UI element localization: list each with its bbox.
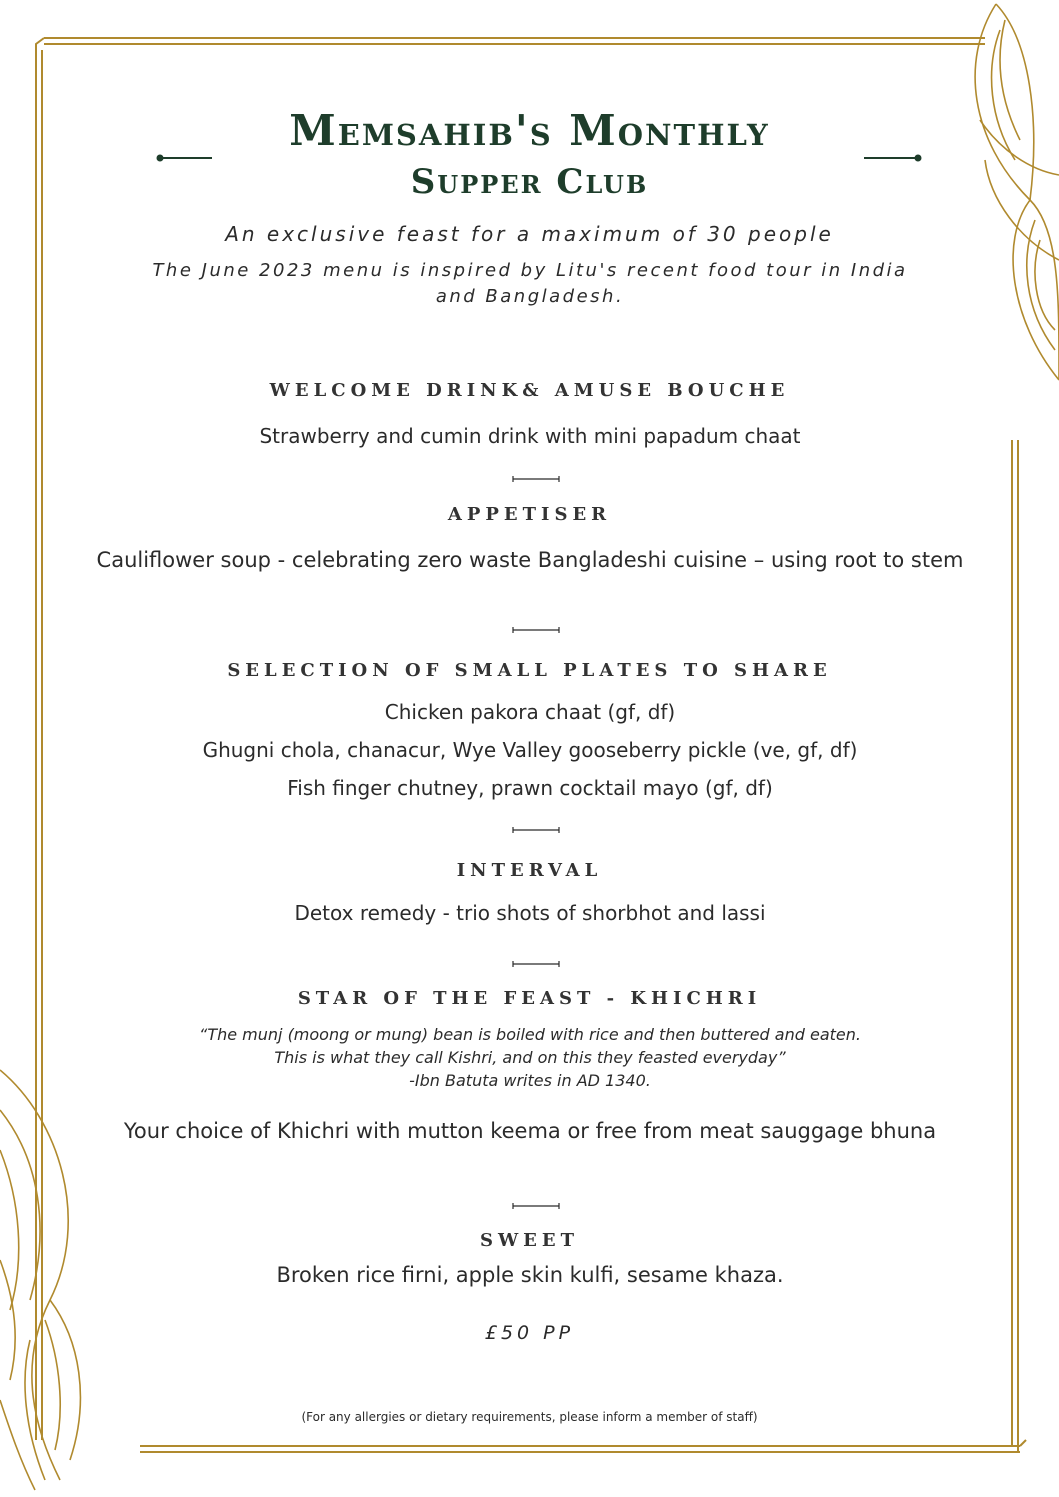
tagline: An exclusive feast for a maximum of 30 people xyxy=(225,222,834,246)
leaf-bottom-left-icon xyxy=(0,1070,80,1490)
divider-3 xyxy=(512,826,560,834)
heading-small-plates: SELECTION OF SMALL PLATES TO SHARE xyxy=(227,660,832,681)
heading-sweet: SWEET xyxy=(479,1230,580,1251)
quote-line-2: This is what they call Kishri, and on this they feasted everyday” xyxy=(274,1048,786,1067)
quote-attribution: -Ibn Batuta writes in AD 1340. xyxy=(409,1071,651,1090)
menu-title-line2: Supper Club xyxy=(410,162,649,202)
item-appetiser: Cauliflower soup - celebrating zero waste Bangladeshi cuisine – using root to stem xyxy=(96,548,964,572)
item-welcome: Strawberry and cumin drink with mini papadum chaat xyxy=(259,424,801,448)
intro-text: The June 2023 menu is inspired by Litu's recent food tour in India and Bangladesh. xyxy=(152,260,908,307)
heading-interval: INTERVAL xyxy=(456,860,603,881)
divider-5 xyxy=(512,1202,560,1210)
item-star: Your choice of Khichri with mutton keema or free from meat sauggage bhuna xyxy=(123,1119,937,1143)
item-small-plate-2: Ghugni chola, chanacur, Wye Valley gooseberry pickle (ve, gf, df) xyxy=(202,738,858,762)
divider-1 xyxy=(512,475,560,483)
menu-title-line1: Memsahib's Monthly xyxy=(289,106,770,155)
price: £50 PP xyxy=(484,1322,575,1344)
item-small-plate-3: Fish finger chutney, prawn cocktail mayo (gf, df) xyxy=(287,776,773,800)
item-interval: Detox remedy - trio shots of shorbhot and lassi xyxy=(294,901,766,925)
heading-appetiser: APPETISER xyxy=(447,504,612,525)
allergy-note: (For any allergies or dietary requirements, please inform a member of staff) xyxy=(301,1410,758,1424)
heading-welcome: WELCOME DRINK& AMUSE BOUCHE xyxy=(269,380,790,401)
heading-star: STAR OF THE FEAST - KHICHRI xyxy=(297,988,762,1009)
divider-4 xyxy=(512,960,560,968)
quote-line-1: “The munj (moong or mung) bean is boiled with rice and then buttered and eaten. xyxy=(199,1025,861,1044)
item-sweet: Broken rice firni, apple skin kulfi, sesame khaza. xyxy=(276,1263,784,1287)
divider-2 xyxy=(512,626,560,634)
item-small-plate-1: Chicken pakora chaat (gf, df) xyxy=(384,700,676,724)
